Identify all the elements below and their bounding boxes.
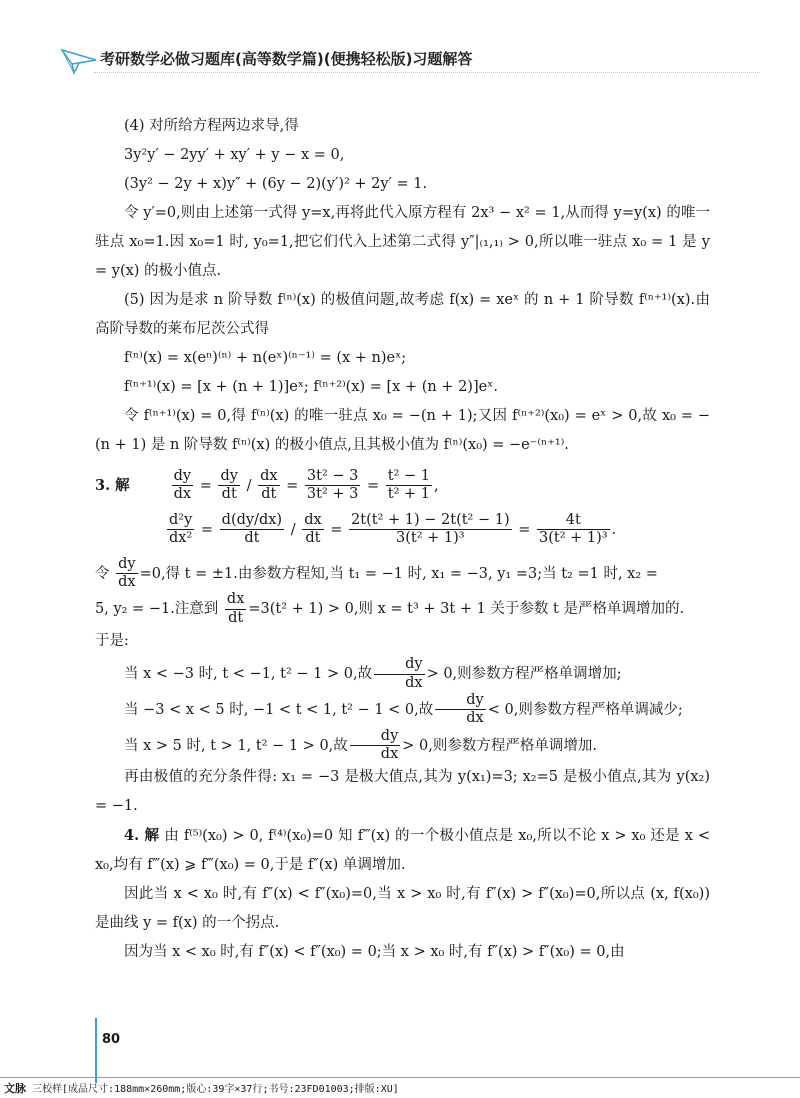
paragraph-4-inflection: 因此当 x < x₀ 时,有 f″(x) < f″(x₀)=0,当 x > x₀ 时,有 f″(x) > f″(x₀)=0,所以点 (x, f(x₀)) 是曲线 y = f(x) 的一个拐点. (95, 886, 710, 932)
paragraph-3-conclusion: 再由极值的充分条件得: x₁ = −3 是极大值点,其为 y(x₁)=3; x₂=5 是极小值点,其为 y(x₂) = −1. (95, 769, 710, 815)
frac-d-dydx-dt: $\frac{d(dy/dx)}{dt}$ (221, 511, 283, 547)
paragraph-4-intro: (4) 对所给方程两边求导,得 (124, 118, 299, 134)
paragraph-3-monotonic: 5, y₂ = −1.注意到 $\frac{dx}{dt}$ =3(t² + 1) > 0,则 x = t³ + 3t + 1 关于参数 t 是严格单调增加的. (95, 591, 685, 626)
paragraph-5-intro: (5) 因为是求 n 阶导数 f⁽ⁿ⁾(x) 的极值问题,故考虑 f(x) = xeˣ 的 n + 1 阶导数 f⁽ⁿ⁺¹⁾(x).由高阶导数的莱布尼茨公式得 (95, 292, 710, 337)
paragraph-4-body: 令 y′=0,则由上述第一式得 y=x,再将此代入原方程有 2x³ − x² = 1,从而得 y=y(x) 的唯一驻点 x₀=1.因 x₀=1 时, y₀=1,把它们代入上述第二式得 y″|₍₁,₁₎ > 0,所以唯一驻点 x₀ = 1 是 y = y(x) 的极小值点. (95, 205, 710, 279)
footer-brand: 文脉 (4, 1082, 26, 1095)
equation-2: (3y² − 2y + x)y″ + (6y − 2)(y′)² + 2y′ = 1. (124, 176, 428, 192)
solution-3-eq2: $\frac{\text{d²y}}{\text{dx²}}$ = $\frac{d(dy/dx)}{dt}$ / $\frac{dx}{dt}$ = $\frac{\text{2t(t² + 1) − 2t(t² − 1)}}{\text{3(t² + 1)³}}$ = $\frac{4t}{\text{3(t² + 1)³}}$ . (169, 511, 617, 547)
solution-3-eq1: 3. 解 $\frac{dy}{dx}$ = $\frac{dy}{dt}$ / $\frac{dx}{dt}$ = $\frac{\text{3t² − 3}}{\text{3t² + 3}}$ = $\frac{\text{t² − 1}}{\text{t² + 1}}$ , (95, 468, 439, 503)
frac-dx-dt-2: $\frac{dx}{dt}$ (304, 511, 322, 547)
print-footer (4, 1080, 399, 1096)
frac-dy-dx: $\frac{dy}{dx}$ (173, 468, 192, 503)
paragraph-3-thus: 于是: (95, 633, 129, 650)
paragraph-5-body: 令 f⁽ⁿ⁺¹⁾(x) = 0,得 f⁽ⁿ⁾(x) 的唯一驻点 x₀ = −(n + 1);又因 f⁽ⁿ⁺²⁾(x₀) = eˣ > 0,故 x₀ = −(n + 1) 是 n 阶导数 f⁽ⁿ⁾(x) 的极小值点,且其极小值为 f⁽ⁿ⁾(x₀) = −e⁻⁽ⁿ⁺¹⁾. (95, 408, 710, 453)
equation-1: 3y²y′ − 2yy′ + xy′ + y − x = 0, (124, 147, 345, 163)
page-header (60, 46, 760, 86)
paragraph-4-solution: 4. 解 由 f⁽⁵⁾(x₀) > 0, f⁽⁴⁾(x₀)=0 知 f‴(x) 的一个极小值点是 x₀,所以不论 x > x₀ 还是 x < x₀,均有 f‴(x) ⩾ f‴(x₀) = 0,于是 f″(x) 单调增加. (95, 827, 711, 874)
header-divider (94, 72, 760, 73)
frac-d2y-dx2: $\frac{\text{d²y}}{\text{dx²}}$ (169, 511, 193, 547)
case-2: 当 −3 < x < 5 时, −1 < t < 1, t² − 1 < 0,故 $\frac{dy}{dx}$ < 0,则参数方程严格单调减少; (124, 691, 683, 727)
equation-4: f⁽ⁿ⁺¹⁾(x) = [x + (n + 1)]eˣ; f⁽ⁿ⁺²⁾(x) = [x + (n + 2)]eˣ. (124, 379, 498, 395)
frac-3t2: $\frac{\text{3t² − 3}}{\text{3t² + 3}}$ (306, 468, 359, 503)
footer-divider (0, 1077, 800, 1078)
frac-t2: $\frac{\text{t² − 1}}{\text{t² + 1}}$ (387, 468, 430, 503)
frac-4t: $\frac{4t}{\text{3(t² + 1)³}}$ (539, 511, 608, 547)
page-number: 80 (102, 1032, 121, 1047)
case-1: 当 x < −3 时, t < −1, t² − 1 > 0,故 $\frac{dy}{dx}$ > 0,则参数方程严格单调增加; (124, 656, 622, 691)
paragraph-3-stationary: 令 $\frac{dy}{dx}$ =0,得 t = ±1.由参数方程知,当 t₁ = −1 时, x₁ = −3, y₁ =3;当 t₂ =1 时, x₂ = (95, 555, 658, 590)
frac-dy-dt: $\frac{dy}{dt}$ (220, 468, 238, 503)
frac-dx-dt: $\frac{dx}{dt}$ (260, 468, 278, 503)
solution-4-label: 4. 解 (124, 827, 160, 845)
frac-long: $\frac{\text{2t(t² + 1) − 2t(t² − 1)}}{\text{3(t² + 1)³}}$ (351, 511, 510, 547)
solution-3-label: 3. 解 (95, 476, 130, 494)
case-3: 当 x > 5 时, t > 1, t² − 1 > 0,故 $\frac{dy}{dx}$ > 0,则参数方程严格单调增加. (124, 727, 597, 763)
page-number-rule (95, 1018, 97, 1083)
book-title: 考研数学必做习题库(高等数学篇)(便携轻松版)习题解答 (100, 50, 473, 68)
equation-3: f⁽ⁿ⁾(x) = x(eⁿ)⁽ⁿ⁾ + n(eˣ)⁽ⁿ⁻¹⁾ = (x + n)eˣ; (124, 350, 407, 366)
footer-info: 三校样[成品尺寸:188mm×260mm;版心:39字×37行;书号:23FD01003;排版:XU] (32, 1084, 399, 1095)
paragraph-4-continue: 因为当 x < x₀ 时,有 f″(x) < f″(x₀) = 0;当 x > x₀ 时,有 f″(x) > f″(x₀) = 0,由 (124, 944, 625, 961)
page-content (95, 112, 710, 967)
